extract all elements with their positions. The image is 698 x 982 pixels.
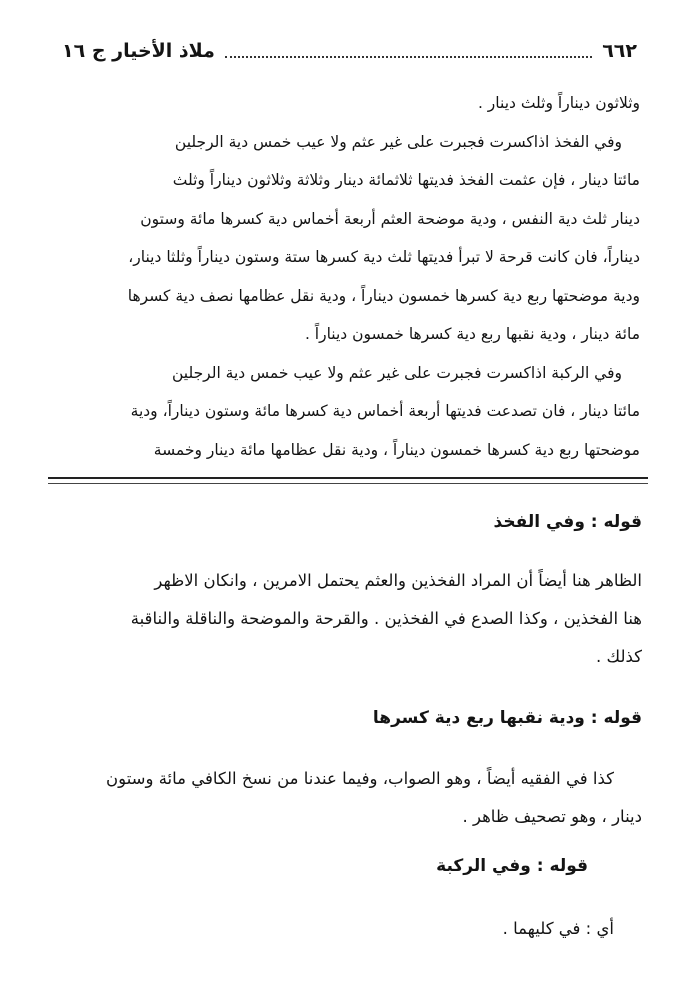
commentary-heading: قوله : ودية نقبها ربع دية كسرها	[372, 708, 642, 728]
commentary-body	[64, 562, 642, 676]
text-line: ديناراً، فان كانت قرحة لا تبرأ فديتها ثلث دية كسرها ستة وستون ديناراً وثلثا دينار،	[128, 248, 640, 266]
separator-rule-thin	[48, 483, 648, 484]
commentary-line: كذلك .	[596, 647, 642, 666]
main-text	[65, 84, 640, 469]
text-line: دينار ثلث دية النفس ، ودية موضحة العثم أربعة أخماس دية كسرها مائة وستون	[140, 209, 640, 228]
commentary-heading: قوله : وفي الركبة	[436, 856, 588, 876]
commentary-block	[64, 856, 642, 876]
header-dotted-leader	[225, 56, 592, 58]
commentary-line: الظاهر هنا أيضاً أن المراد الفخذين والعثم يحتمل الامرين ، وانكان الاظهر	[154, 571, 642, 590]
commentary-block	[64, 708, 642, 728]
text-line: موضحتها ربع دية كسرها خمسون ديناراً ، ودية نقل عظامها مائة دينار وخمسة	[153, 440, 640, 459]
text-line: وفي الركبة اذاكسرت فجبرت على غير عثم ولا عيب خمس دية الرجلين	[171, 363, 622, 382]
commentary-line: أي : في كليهما .	[502, 919, 614, 938]
commentary-line: هنا الفخذين ، وكذا الصدع في الفخذين . والقرحة والموضحة والناقلة والناقبة	[130, 609, 642, 628]
commentary-block	[64, 512, 642, 532]
page-header	[62, 34, 637, 68]
separator-rule	[48, 477, 648, 479]
commentary-line: دينار ، وهو تصحيف ظاهر .	[462, 807, 642, 826]
text-line: ودية موضحتها ربع دية كسرها خمسون ديناراً ، ودية نقل عظامها نصف دية كسرها	[127, 286, 640, 305]
page-number: ٦٦٢	[602, 40, 637, 62]
commentary-line: كذا في الفقيه أيضاً ، وهو الصواب، وفيما عندنا من نسخ الكافي مائة وستون	[106, 769, 614, 788]
text-line: مائة دينار ، ودية نقبها ربع دية كسرها خمسون ديناراً .	[304, 325, 640, 343]
commentary-body	[64, 910, 642, 948]
commentary-body	[64, 760, 642, 836]
text-line: مائتا دينار ، فإن عثمت الفخذ فديتها ثلاثمائة دينار وثلاثة وثلاثون ديناراً وثلث	[172, 171, 640, 189]
book-title: ملاذ الأخيار ج ١٦	[62, 40, 215, 62]
text-line: وفي الفخذ اذاكسرت فجبرت على غير عثم ولا عيب خمس دية الرجلين	[174, 132, 622, 151]
text-line: مائتا دينار ، فان تصدعت فديتها أربعة أخماس دية كسرها مائة وستون ديناراً، ودية	[130, 402, 640, 420]
text-line: وثلاثون ديناراً وثلث دينار .	[477, 94, 640, 112]
commentary-heading: قوله : وفي الفخذ	[493, 512, 642, 532]
